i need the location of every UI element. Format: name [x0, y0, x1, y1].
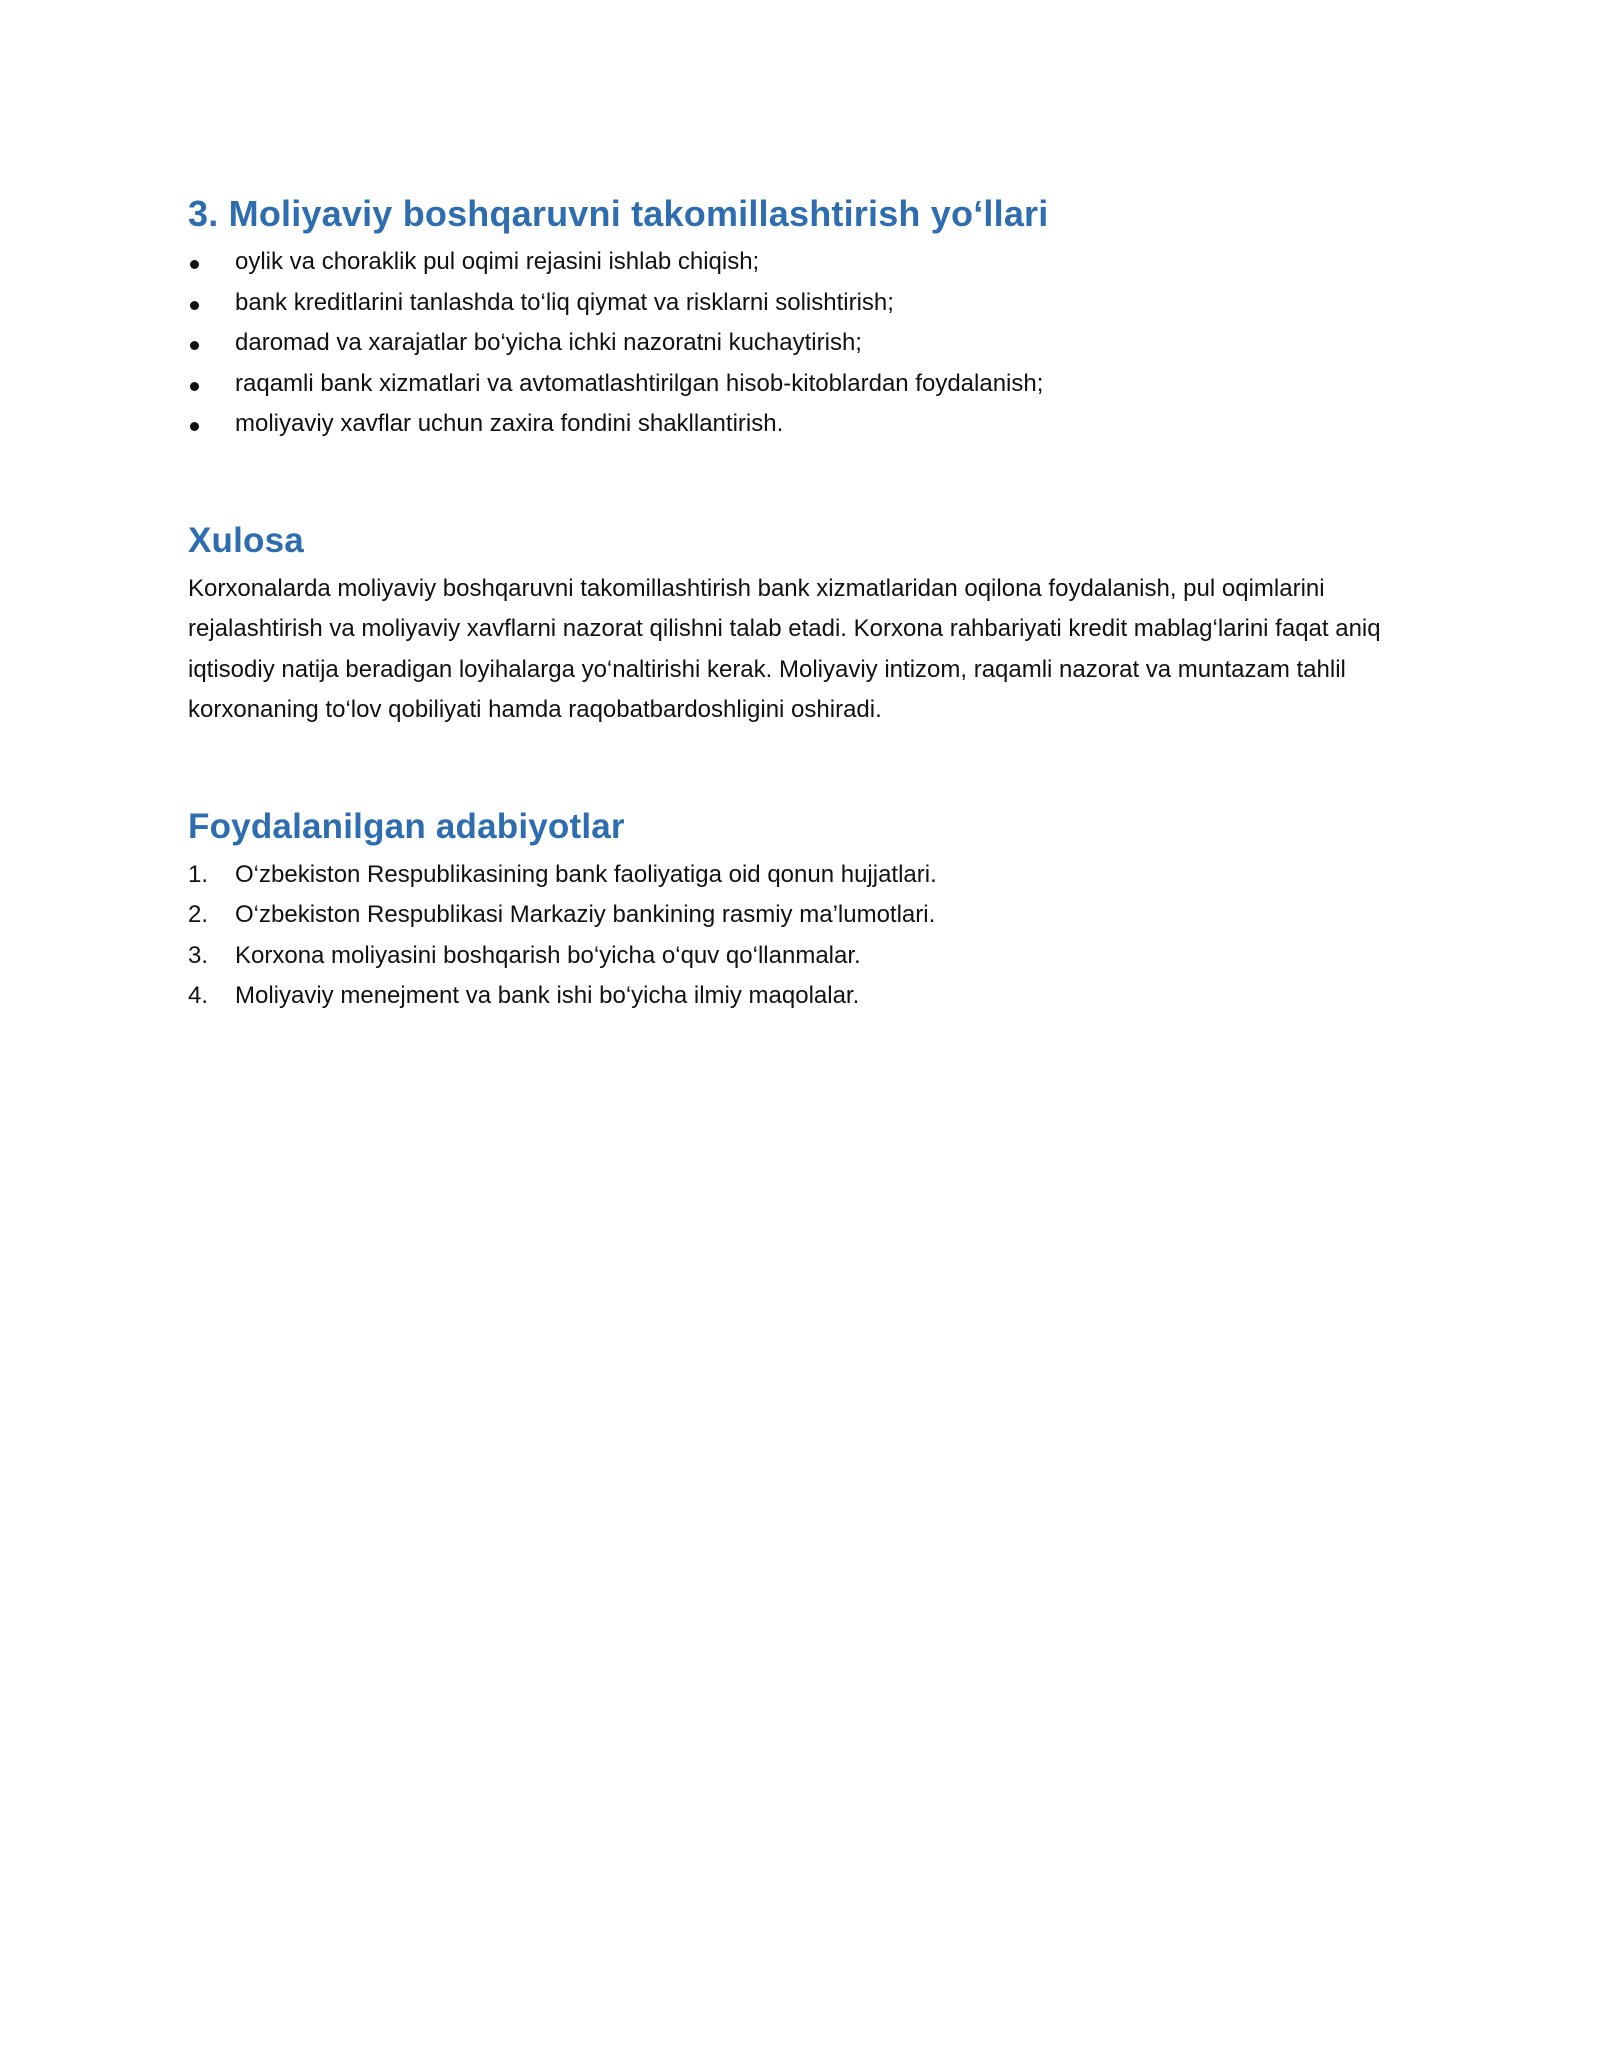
bullet-icon — [190, 260, 199, 269]
section-spacer — [188, 445, 1428, 513]
reference-text: O‘zbekiston Respublikasining bank faoliyatiga oid qonun hujjatlari. — [235, 860, 937, 888]
conclusion-paragraph: Korxonalarda moliyaviy boshqaruvni takomillashtirish bank xizmatlaridan oqilona foydalanish, pul oqimlarini rejalashtirish va moliyaviy xavflarni nazorat qilishni talab etadi. Korxona rahbariyati kredit mablag‘larini faqat aniq iqtisodiy natija beradigan loyihalarga yo‘naltirishi kerak. Moliyaviy intizom, raqamli nazorat va muntazam tahlil korxonaning to‘lov qobiliyati hamda raqobatbardoshligini oshiradi. — [188, 574, 1381, 723]
list-item-text: moliyaviy xavflar uchun zaxira fondini shakllantirish. — [235, 410, 784, 437]
list-item — [188, 283, 1428, 324]
list-item-text: raqamli bank xizmatlari va avtomatlashtirilgan hisob-kitoblardan foydalanish; — [235, 369, 1044, 397]
references-list — [188, 855, 1428, 1017]
reference-number: 4. — [188, 982, 209, 1009]
reference-text: O‘zbekiston Respublikasi Markaziy bankining rasmiy ma’lumotlari. — [235, 901, 936, 928]
section-heading-improvement: 3. Moliyaviy boshqaruvni takomillashtirish yo‘llari — [188, 193, 1049, 234]
reference-number: 3. — [188, 941, 209, 969]
reference-item — [188, 855, 1428, 896]
bullet-icon — [190, 422, 199, 431]
reference-item — [188, 895, 1428, 936]
reference-item — [188, 976, 1428, 1017]
reference-item — [188, 936, 1428, 977]
list-item — [188, 404, 1428, 445]
reference-number: 1. — [188, 860, 209, 888]
section-spacer — [188, 731, 1428, 799]
list-item — [188, 323, 1428, 364]
list-item — [188, 242, 1428, 283]
list-item-text: oylik va choraklik pul oqimi rejasini ishlab chiqish; — [235, 248, 760, 275]
list-item — [188, 364, 1428, 405]
document-page — [188, 186, 1428, 1017]
reference-text: Moliyaviy menejment va bank ishi bo‘yicha ilmiy maqolalar. — [235, 982, 860, 1009]
list-item-text: bank kreditlarini tanlashda to‘liq qiymat va risklarni solishtirish; — [235, 288, 894, 316]
bullet-list — [188, 242, 1428, 445]
bullet-icon — [190, 382, 199, 391]
section-heading-references: Foydalanilgan adabiyotlar — [188, 806, 625, 846]
list-item-text: daromad va xarajatlar bo‘yicha ichki nazoratni kuchaytirish; — [235, 329, 862, 356]
section-heading-conclusion: Xulosa — [188, 520, 304, 560]
bullet-icon — [190, 301, 199, 310]
reference-text: Korxona moliyasini boshqarish bo‘yicha o‘quv qo‘llanmalar. — [235, 941, 861, 969]
reference-number: 2. — [188, 901, 209, 928]
bullet-icon — [190, 341, 199, 350]
